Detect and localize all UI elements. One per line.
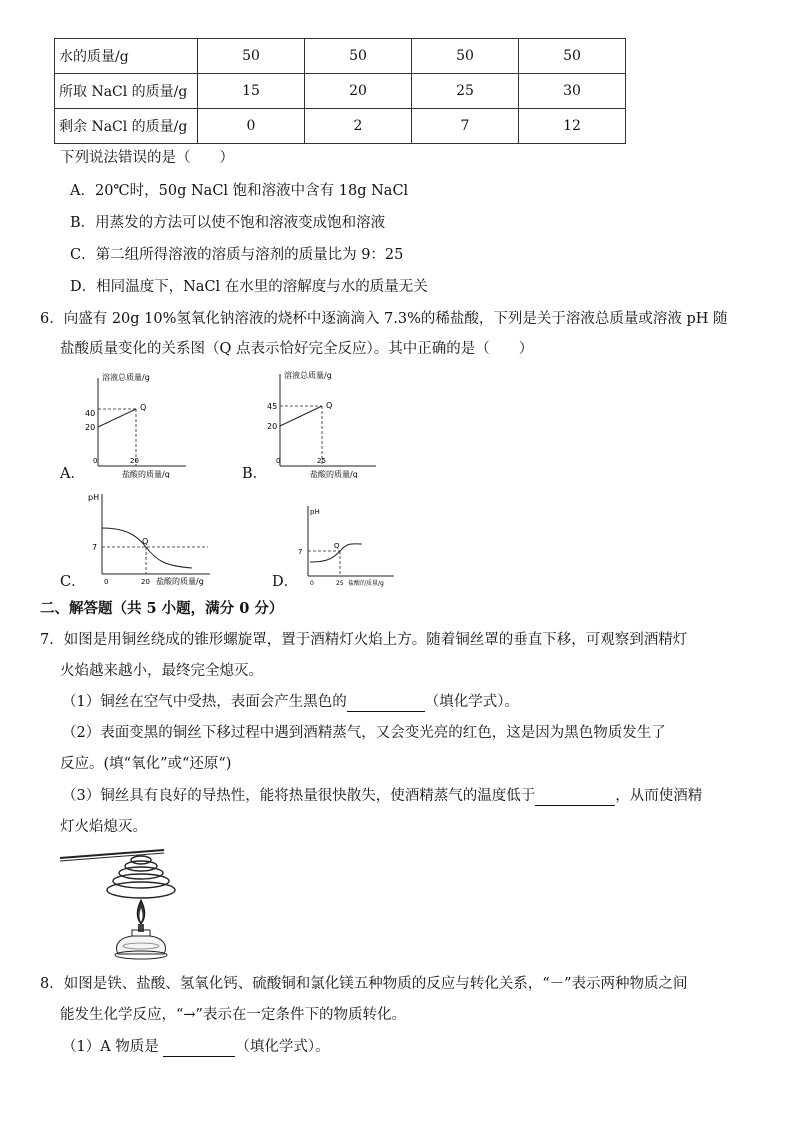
table-cell: 50 [412, 39, 519, 74]
graph-d-xtick-q: 25 [336, 580, 344, 587]
option-letter-c: C． [60, 574, 86, 590]
option-letter-b: B． [242, 466, 268, 482]
graph-c [84, 488, 214, 588]
graph-a-ytick-start: 20 [85, 423, 96, 432]
graph-b-ylabel: 溶液总质量/g [284, 371, 332, 380]
q7-stem-line2: 火焰越来越小，最终完全熄灭。 [60, 663, 263, 679]
graph-c-xtick-q: 20 [141, 578, 150, 586]
q7-part3-line2: 灯火焰熄灭。 [60, 819, 147, 835]
graph-d [294, 502, 404, 588]
nacl-solubility-table [54, 38, 626, 144]
graph-b-ytick-start: 20 [267, 422, 278, 431]
graph-b-line [280, 406, 322, 426]
q7-part3-suffix: ，从而使酒精 [615, 788, 703, 804]
q8-part1-text: （1）A 物质是 [62, 1039, 159, 1055]
table-cell: 50 [198, 39, 305, 74]
graph-a-ytick-top: 40 [85, 409, 96, 418]
table-cell: 25 [412, 74, 519, 109]
table-row-label: 剩余 NaCl 的质量/g [55, 109, 198, 144]
q6-stem-line2: 盐酸质量变化的关系图（Q 点表示恰好完全反应）。其中正确的是（ ） [60, 341, 534, 357]
q8-part1 [62, 1037, 330, 1057]
q7-part3-text: （3）铜丝具有良好的导热性，能将热量很快散失，使酒精蒸气的温度低于 [62, 788, 536, 804]
q7-part1-suffix: （填化学式）。 [424, 694, 519, 710]
copper-coil-lamp-illustration [56, 838, 216, 968]
q8-part1-suffix: （填化学式）。 [235, 1039, 330, 1055]
q7-part3-line1 [62, 786, 702, 806]
q7-part2-line1: （2）表面变黑的铜丝下移过程中遇到酒精蒸气，又会变光亮的红色，这是因为黑色物质发生了 [62, 725, 666, 741]
q8-stem-line1: 8．如图是铁、盐酸、氢氧化钙、硫酸铜和氯化镁五种物质的反应与转化关系，“－”表示两种物质之间 [40, 976, 688, 992]
option-letter-a: A． [60, 466, 85, 482]
graph-a-point-q: Q [140, 403, 147, 412]
graph-a-line [98, 409, 136, 427]
table-row [55, 109, 626, 144]
graph-b-xlabel: 盐酸的质量/g [310, 470, 358, 478]
graph-d-xlabel: 盐酸的质量/g [348, 580, 384, 587]
table-row-label: 水的质量/g [55, 39, 198, 74]
q8-stem-line2: 能发生化学反应，“→”表示在一定条件下的物质转化。 [60, 1007, 406, 1023]
table-cell: 20 [305, 74, 412, 109]
table-cell: 30 [519, 74, 626, 109]
graph-d-ytick-7: 7 [298, 548, 303, 556]
graph-b-xtick-zero: 0 [276, 457, 281, 465]
section-heading: 二、解答题（共 5 小题，满分 0 分） [40, 600, 284, 617]
q7-part2-line2: 反应。(填“氧化”或“还原“) [60, 756, 232, 772]
table-row-label: 所取 NaCl 的质量/g [55, 74, 198, 109]
q5-option-c: C．第二组所得溶液的溶质与溶剂的质量比为 9：25 [70, 247, 404, 263]
graph-c-curve [102, 528, 192, 568]
graph-a [80, 368, 190, 478]
answer-blank[interactable] [535, 789, 615, 806]
table-cell: 0 [198, 109, 305, 144]
q5-option-d: D．相同温度下，NaCl 在水里的溶解度与水的质量无关 [70, 279, 428, 295]
graph-d-point-q: Q [334, 542, 340, 550]
graph-b-point-q: Q [326, 401, 333, 410]
table-cell: 12 [519, 109, 626, 144]
table-cell: 50 [305, 39, 412, 74]
graph-c-point-q: Q [142, 537, 149, 546]
table-cell: 50 [519, 39, 626, 74]
table-row [55, 74, 626, 109]
option-letter-d: D． [272, 574, 299, 590]
table-cell: 2 [305, 109, 412, 144]
table-row [55, 39, 626, 74]
graph-d-ylabel: pH [310, 508, 320, 516]
q7-part1 [62, 692, 519, 712]
graph-c-xlabel: 盐酸的质量/g [156, 577, 204, 586]
graph-d-xtick-zero: 0 [310, 580, 314, 587]
graph-a-ylabel: 溶液总质量/g [102, 373, 150, 382]
answer-blank[interactable] [347, 695, 425, 712]
q7-part1-text: （1）铜丝在空气中受热，表面会产生黑色的 [62, 694, 347, 710]
q5-stem: 下列说法错误的是（ ） [60, 150, 234, 166]
q6-stem-line1: 6．向盛有 20g 10%氢氧化钠溶液的烧杯中逐滴滴入 7.3%的稀盐酸，下列是关于溶液总质量或溶液 pH 随 [40, 311, 728, 327]
copper-coil-icon [107, 856, 175, 898]
graph-c-ytick-7: 7 [92, 543, 98, 552]
graph-a-xtick-q: 20 [130, 457, 139, 465]
answer-blank[interactable] [163, 1040, 235, 1057]
q7-stem-line1: 7．如图是用铜丝绕成的锥形螺旋罩，置于酒精灯火焰上方。随着铜丝罩的垂直下移，可观察到酒精灯 [40, 632, 688, 648]
table-cell: 7 [412, 109, 519, 144]
graph-a-xlabel: 盐酸的质量/g [122, 470, 170, 478]
q5-option-a: A．20℃时，50g NaCl 饱和溶液中含有 18g NaCl [70, 183, 409, 199]
graph-c-ylabel: pH [88, 493, 100, 502]
graph-c-xtick-zero: 0 [104, 578, 109, 586]
alcohol-lamp-icon [115, 900, 167, 959]
graph-b-xtick-q: 25 [317, 457, 326, 465]
q5-option-b: B．用蒸发的方法可以使不饱和溶液变成饱和溶液 [70, 215, 386, 231]
graph-b [262, 366, 382, 478]
graph-a-xtick-zero: 0 [93, 457, 98, 465]
table-cell: 15 [198, 74, 305, 109]
graph-b-ytick-top: 45 [267, 402, 278, 411]
